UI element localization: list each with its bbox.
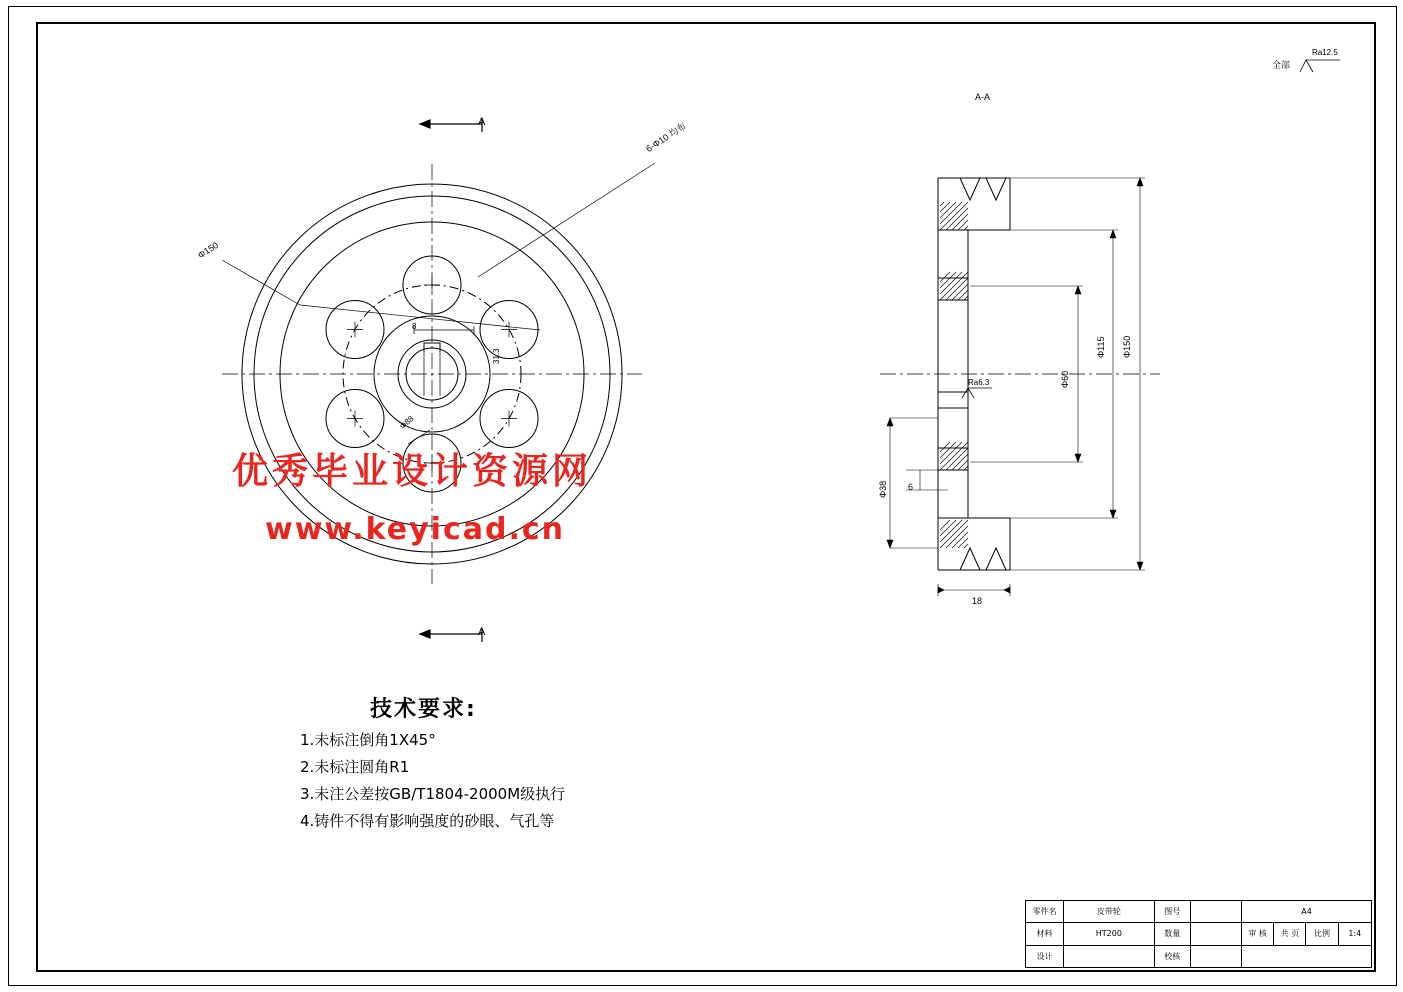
cell-designer-value	[1063, 945, 1154, 967]
watermark-line-1: 优秀毕业设计资源网	[232, 451, 593, 492]
section-surface-ra: Ra6.3	[968, 378, 990, 387]
surface-value-label: Ra12.5	[1312, 48, 1338, 57]
cell-drawing-no-label: 图号	[1154, 901, 1190, 923]
title-block	[1025, 900, 1372, 968]
cell-material-label: 材料	[1026, 923, 1064, 945]
tech-requirements-block	[300, 692, 860, 831]
cell-quantity-value	[1190, 923, 1241, 945]
cell-scale-label: 比例	[1306, 923, 1338, 945]
tech-requirement-item-2: 2.未标注圆角R1	[300, 758, 410, 776]
keyway-width-label: 8	[412, 322, 417, 331]
cell-designer-label: 设计	[1026, 945, 1064, 967]
cell-check-label: 校核	[1154, 945, 1190, 967]
surface-all-label: 全部	[1272, 60, 1291, 70]
tech-requirements-title: 技术要求:	[370, 697, 477, 722]
title-block-row	[1026, 945, 1372, 967]
title-block-row	[1026, 923, 1372, 945]
tech-requirement-item-3: 3.未注公差按GB/T1804-2000M级执行	[300, 785, 566, 803]
title-block-row	[1026, 901, 1372, 923]
section-dim-150: Φ150	[1122, 335, 1132, 358]
keyway-depth-label: 31.3	[492, 348, 501, 364]
hole-pattern-label: 6-Φ10 均布	[644, 120, 688, 155]
cell-drawing-no-value	[1190, 901, 1241, 923]
section-dim-6: 6	[908, 482, 914, 492]
watermark-line-2: www.keyicad.cn	[265, 512, 565, 547]
section-dim-18: 18	[972, 596, 983, 606]
cell-part-name-value: 皮带轮	[1063, 901, 1154, 923]
cell-pages-label: 共 页	[1274, 923, 1306, 945]
cell-review-label: 审 核	[1242, 923, 1274, 945]
cell-quantity-label: 数量	[1154, 923, 1190, 945]
cell-check-value	[1190, 945, 1241, 967]
cell-material-value: HT200	[1063, 923, 1154, 945]
section-dim-60: Φ60	[1060, 370, 1070, 388]
pcd-label: Φ88	[398, 414, 416, 431]
outer-dia-label: Φ150	[196, 239, 221, 261]
cell-drawing-no-span: A4	[1242, 901, 1372, 923]
section-arrow-bottom-label: A	[478, 626, 486, 638]
section-arrow-top-label: A	[478, 116, 486, 128]
cell-part-name-label: 零件名	[1026, 901, 1064, 923]
tech-requirement-item-4: 4.铸件不得有影响强度的砂眼、气孔等	[300, 812, 555, 830]
tech-requirement-item-1: 1.未标注倒角1X45°	[300, 731, 436, 749]
section-dim-115: Φ115	[1096, 336, 1106, 358]
section-label: A-A	[975, 92, 991, 102]
cell-blank	[1242, 945, 1372, 967]
section-dim-38: Φ38	[878, 480, 888, 498]
cell-scale-value: 1:4	[1338, 923, 1371, 945]
